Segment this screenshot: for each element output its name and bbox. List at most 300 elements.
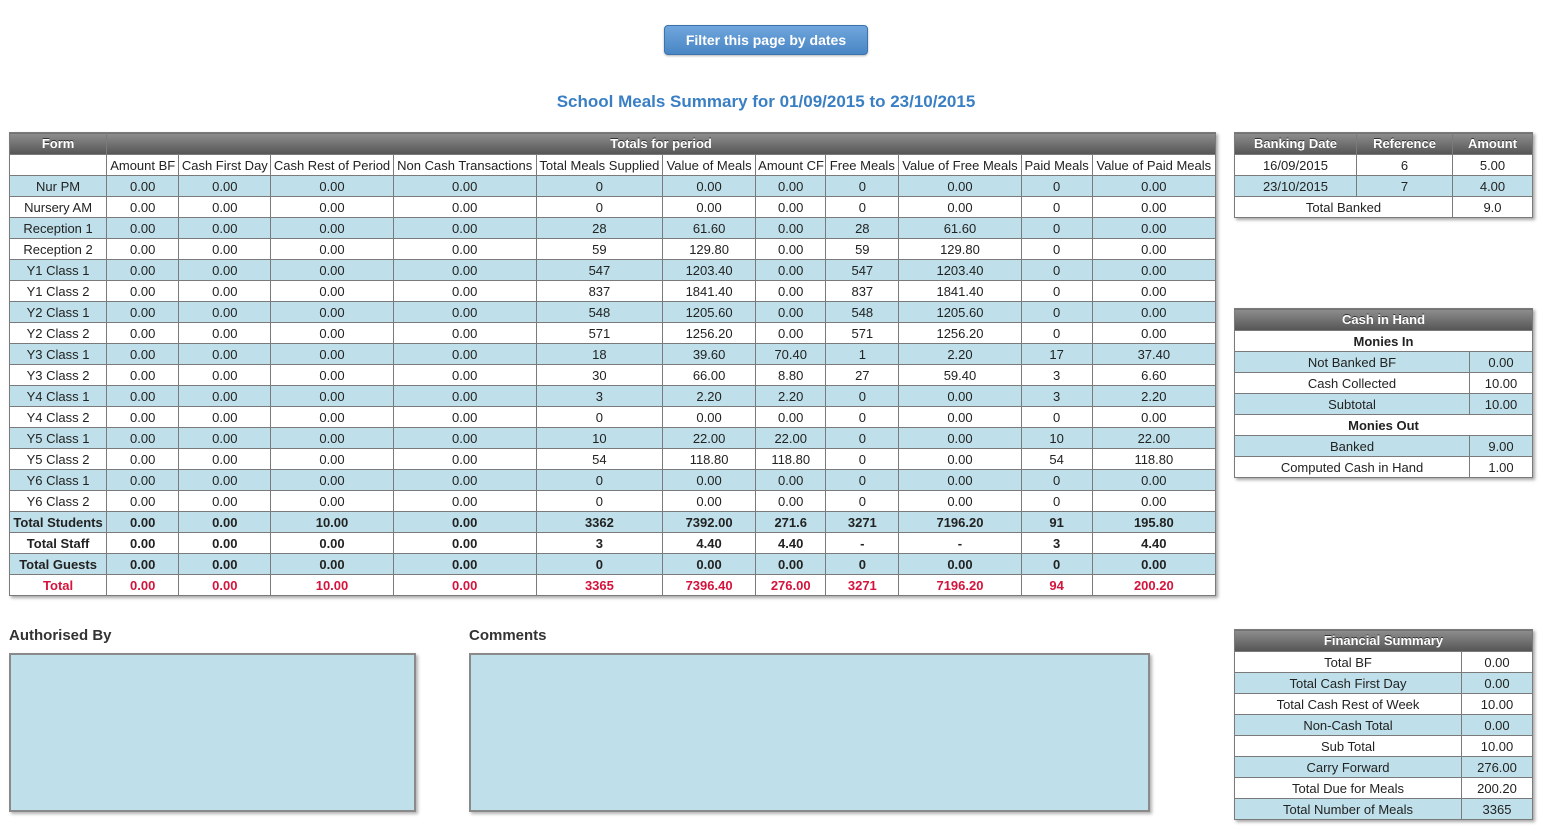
banking-amount: 5.00 xyxy=(1453,155,1533,176)
banking-date: 16/09/2015 xyxy=(1235,155,1357,176)
banking-row xyxy=(1235,176,1533,197)
table-cell: 54 xyxy=(1021,449,1092,470)
table-cell: 22.00 xyxy=(756,428,826,449)
form-name: Y6 Class 2 xyxy=(10,491,107,512)
table-cell: 39.60 xyxy=(663,344,756,365)
table-cell: 0 xyxy=(1021,302,1092,323)
table-cell: 0.00 xyxy=(899,176,1021,197)
table-row xyxy=(10,197,1216,218)
table-cell: 1203.40 xyxy=(663,260,756,281)
total-cell: 0.00 xyxy=(393,575,536,596)
table-row xyxy=(10,176,1216,197)
total-cell: 0.00 xyxy=(271,533,393,554)
table-cell: 0.00 xyxy=(271,218,393,239)
table-cell: 0.00 xyxy=(393,323,536,344)
row-label: Computed Cash in Hand xyxy=(1235,457,1470,478)
table-cell: 0.00 xyxy=(1092,218,1215,239)
total-banked-label: Total Banked xyxy=(1235,197,1453,218)
table-cell: 0 xyxy=(826,470,899,491)
row-value: 0.00 xyxy=(1462,652,1533,673)
table-cell: 0.00 xyxy=(393,365,536,386)
table-cell: 0.00 xyxy=(756,491,826,512)
row-value: 10.00 xyxy=(1462,694,1533,715)
table-cell: 0 xyxy=(1021,239,1092,260)
total-banked-row xyxy=(1235,197,1533,218)
row-value: 276.00 xyxy=(1462,757,1533,778)
table-cell: 59 xyxy=(826,239,899,260)
table-cell: 0.00 xyxy=(271,302,393,323)
column-header: Total Meals Supplied xyxy=(536,155,662,176)
table-row xyxy=(10,407,1216,428)
form-name: Nur PM xyxy=(10,176,107,197)
table-cell: 0 xyxy=(826,428,899,449)
table-cell: 0.00 xyxy=(271,176,393,197)
table-cell: 0.00 xyxy=(107,491,179,512)
table-cell: 8.80 xyxy=(756,365,826,386)
table-cell: 0.00 xyxy=(271,365,393,386)
table-row xyxy=(10,239,1216,260)
table-cell: 0 xyxy=(1021,470,1092,491)
form-name: Reception 2 xyxy=(10,239,107,260)
table-cell: 30 xyxy=(536,365,662,386)
table-row xyxy=(10,260,1216,281)
banking-date: 23/10/2015 xyxy=(1235,176,1357,197)
table-cell: 0 xyxy=(1021,281,1092,302)
table-cell: 0.00 xyxy=(393,302,536,323)
total-cell: 7196.20 xyxy=(899,512,1021,533)
page-title: School Meals Summary for 01/09/2015 to 23/10/2015 xyxy=(556,92,976,111)
column-header-row xyxy=(10,155,1216,176)
form-name: Reception 1 xyxy=(10,218,107,239)
table-cell: 0 xyxy=(826,176,899,197)
table-cell: 0.00 xyxy=(663,491,756,512)
table-cell: 0.00 xyxy=(179,344,271,365)
table-cell: 0.00 xyxy=(393,470,536,491)
column-header: Non Cash Transactions xyxy=(393,155,536,176)
total-cell: 0.00 xyxy=(756,554,826,575)
table-cell: 1205.60 xyxy=(663,302,756,323)
table-cell: 17 xyxy=(1021,344,1092,365)
total-cell: 3365 xyxy=(536,575,662,596)
table-cell: 0.00 xyxy=(179,302,271,323)
table-cell: 0.00 xyxy=(393,281,536,302)
reference-header: Reference xyxy=(1357,133,1453,155)
table-cell: 2.20 xyxy=(899,344,1021,365)
table-cell: 0.00 xyxy=(179,491,271,512)
total-cell: 0.00 xyxy=(179,575,271,596)
table-cell: 0 xyxy=(826,449,899,470)
table-cell: 0.00 xyxy=(271,407,393,428)
table-cell: 0.00 xyxy=(393,197,536,218)
total-label: Total Staff xyxy=(10,533,107,554)
table-cell: 0.00 xyxy=(1092,323,1215,344)
table-row xyxy=(10,218,1216,239)
table-cell: 1256.20 xyxy=(663,323,756,344)
table-cell: 0.00 xyxy=(179,176,271,197)
row-value: 0.00 xyxy=(1462,715,1533,736)
table-cell: 548 xyxy=(536,302,662,323)
total-cell: 0.00 xyxy=(899,554,1021,575)
table-cell: 0.00 xyxy=(1092,239,1215,260)
table-cell: 3 xyxy=(1021,386,1092,407)
table-cell: 0.00 xyxy=(1092,407,1215,428)
table-cell: 0.00 xyxy=(271,470,393,491)
table-cell: 0.00 xyxy=(1092,197,1215,218)
form-name: Y3 Class 2 xyxy=(10,365,107,386)
table-cell: 0.00 xyxy=(663,197,756,218)
table-cell: 0.00 xyxy=(107,281,179,302)
row-value: 0.00 xyxy=(1462,673,1533,694)
table-cell: 0 xyxy=(1021,218,1092,239)
table-cell: 0 xyxy=(1021,323,1092,344)
monies-in-label: Monies In xyxy=(1235,331,1533,352)
total-row xyxy=(10,554,1216,575)
table-row xyxy=(10,428,1216,449)
form-name: Y1 Class 1 xyxy=(10,260,107,281)
column-header-blank xyxy=(10,155,107,176)
table-cell: 27 xyxy=(826,365,899,386)
total-cell: 0 xyxy=(826,554,899,575)
table-cell: 1256.20 xyxy=(899,323,1021,344)
table-cell: 547 xyxy=(826,260,899,281)
column-header: Amount BF xyxy=(107,155,179,176)
financial-summary-row xyxy=(1235,673,1533,694)
banking-amount: 4.00 xyxy=(1453,176,1533,197)
total-cell: 0.00 xyxy=(271,554,393,575)
monies-in-row xyxy=(1235,352,1533,373)
form-name: Y5 Class 2 xyxy=(10,449,107,470)
row-label: Subtotal xyxy=(1235,394,1470,415)
total-row xyxy=(10,533,1216,554)
total-cell: 10.00 xyxy=(271,575,393,596)
table-cell: 0.00 xyxy=(756,470,826,491)
total-cell: 0.00 xyxy=(393,554,536,575)
table-cell: 0.00 xyxy=(393,407,536,428)
row-value: 9.00 xyxy=(1470,436,1533,457)
total-banked-value: 9.0 xyxy=(1453,197,1533,218)
column-header: Value of Free Meals xyxy=(899,155,1021,176)
total-cell: 4.40 xyxy=(756,533,826,554)
table-cell: 1 xyxy=(826,344,899,365)
table-cell: 0.00 xyxy=(663,470,756,491)
row-value: 200.20 xyxy=(1462,778,1533,799)
table-cell: 0 xyxy=(536,491,662,512)
table-cell: 0.00 xyxy=(756,218,826,239)
table-cell: 0 xyxy=(1021,407,1092,428)
total-cell: - xyxy=(826,533,899,554)
table-cell: 28 xyxy=(536,218,662,239)
monies-out-row xyxy=(1235,457,1533,478)
table-cell: 118.80 xyxy=(756,449,826,470)
table-row xyxy=(10,344,1216,365)
banking-reference: 7 xyxy=(1357,176,1453,197)
table-cell: 0.00 xyxy=(393,344,536,365)
total-cell: 10.00 xyxy=(271,512,393,533)
table-cell: 0.00 xyxy=(107,428,179,449)
form-name: Y1 Class 2 xyxy=(10,281,107,302)
total-cell: - xyxy=(899,533,1021,554)
table-cell: 0.00 xyxy=(107,407,179,428)
table-cell: 0.00 xyxy=(179,428,271,449)
total-cell: 7396.40 xyxy=(663,575,756,596)
table-cell: 0.00 xyxy=(271,260,393,281)
column-header: Cash Rest of Period xyxy=(271,155,393,176)
monies-out-row xyxy=(1235,436,1533,457)
column-header: Cash First Day xyxy=(179,155,271,176)
financial-summary-row xyxy=(1235,715,1533,736)
table-cell: 0.00 xyxy=(756,197,826,218)
total-cell: 0.00 xyxy=(179,533,271,554)
total-cell: 271.6 xyxy=(756,512,826,533)
row-label: Total Number of Meals xyxy=(1235,799,1462,820)
table-cell: 10 xyxy=(536,428,662,449)
table-cell: 22.00 xyxy=(1092,428,1215,449)
total-cell: 0.00 xyxy=(393,533,536,554)
total-cell: 0.00 xyxy=(179,512,271,533)
total-label: Total Guests xyxy=(10,554,107,575)
financial-summary-row xyxy=(1235,694,1533,715)
table-cell: 61.60 xyxy=(663,218,756,239)
row-label: Total BF xyxy=(1235,652,1462,673)
table-cell: 0.00 xyxy=(899,386,1021,407)
form-name: Y4 Class 1 xyxy=(10,386,107,407)
comments-field[interactable] xyxy=(469,653,1150,812)
table-cell: 837 xyxy=(536,281,662,302)
table-cell: 0.00 xyxy=(756,239,826,260)
table-cell: 0.00 xyxy=(179,239,271,260)
table-cell: 54 xyxy=(536,449,662,470)
financial-summary-table xyxy=(1234,629,1533,820)
monies-in-row xyxy=(1235,394,1533,415)
table-cell: 37.40 xyxy=(1092,344,1215,365)
row-value: 10.00 xyxy=(1462,736,1533,757)
row-label: Cash Collected xyxy=(1235,373,1470,394)
table-cell: 837 xyxy=(826,281,899,302)
table-row xyxy=(10,491,1216,512)
table-cell: 0.00 xyxy=(756,281,826,302)
table-cell: 548 xyxy=(826,302,899,323)
table-cell: 1205.60 xyxy=(899,302,1021,323)
table-cell: 0 xyxy=(536,470,662,491)
table-cell: 0.00 xyxy=(179,449,271,470)
table-cell: 0 xyxy=(1021,176,1092,197)
financial-summary-row xyxy=(1235,778,1533,799)
total-cell: 0.00 xyxy=(107,512,179,533)
row-value: 3365 xyxy=(1462,799,1533,820)
total-cell: 0.00 xyxy=(107,533,179,554)
table-cell: 0.00 xyxy=(271,344,393,365)
filter-by-dates-button[interactable]: Filter this page by dates xyxy=(664,25,868,55)
table-cell: 0.00 xyxy=(179,281,271,302)
table-cell: 0.00 xyxy=(107,323,179,344)
total-cell: 276.00 xyxy=(756,575,826,596)
total-cell: 0.00 xyxy=(179,554,271,575)
table-cell: 0 xyxy=(1021,197,1092,218)
total-cell: 195.80 xyxy=(1092,512,1215,533)
comments-label: Comments xyxy=(469,627,547,644)
table-cell: 0.00 xyxy=(107,176,179,197)
table-cell: 0.00 xyxy=(899,428,1021,449)
table-cell: 0.00 xyxy=(107,386,179,407)
total-cell: 7196.20 xyxy=(899,575,1021,596)
row-label: Sub Total xyxy=(1235,736,1462,757)
form-name: Y5 Class 1 xyxy=(10,428,107,449)
table-cell: 0.00 xyxy=(1092,281,1215,302)
table-row xyxy=(10,281,1216,302)
table-cell: 0.00 xyxy=(899,470,1021,491)
total-cell: 3 xyxy=(536,533,662,554)
cash-in-hand-table xyxy=(1234,308,1533,478)
table-cell: 0.00 xyxy=(756,407,826,428)
row-value: 1.00 xyxy=(1470,457,1533,478)
table-cell: 118.80 xyxy=(1092,449,1215,470)
table-cell: 28 xyxy=(826,218,899,239)
table-cell: 571 xyxy=(826,323,899,344)
table-cell: 0 xyxy=(536,176,662,197)
form-name: Y6 Class 1 xyxy=(10,470,107,491)
table-cell: 571 xyxy=(536,323,662,344)
table-cell: 0.00 xyxy=(271,386,393,407)
table-cell: 0 xyxy=(826,491,899,512)
column-header: Paid Meals xyxy=(1021,155,1092,176)
table-cell: 0.00 xyxy=(107,218,179,239)
total-cell: 94 xyxy=(1021,575,1092,596)
total-row xyxy=(10,512,1216,533)
monies-in-row xyxy=(1235,373,1533,394)
total-cell: 0 xyxy=(536,554,662,575)
total-cell: 3271 xyxy=(826,575,899,596)
total-label: Total Students xyxy=(10,512,107,533)
row-label: Carry Forward xyxy=(1235,757,1462,778)
total-cell: 3 xyxy=(1021,533,1092,554)
total-cell: 0.00 xyxy=(663,554,756,575)
authorised-by-field[interactable] xyxy=(9,653,416,812)
table-cell: 0.00 xyxy=(393,428,536,449)
table-cell: 129.80 xyxy=(663,239,756,260)
total-cell: 3362 xyxy=(536,512,662,533)
table-cell: 0.00 xyxy=(179,260,271,281)
form-name: Y2 Class 2 xyxy=(10,323,107,344)
table-cell: 0.00 xyxy=(107,344,179,365)
table-cell: 129.80 xyxy=(899,239,1021,260)
total-cell: 7392.00 xyxy=(663,512,756,533)
table-cell: 0.00 xyxy=(271,428,393,449)
banking-row xyxy=(1235,155,1533,176)
table-cell: 0.00 xyxy=(393,239,536,260)
table-cell: 0.00 xyxy=(271,239,393,260)
financial-summary-row xyxy=(1235,652,1533,673)
table-cell: 0.00 xyxy=(393,491,536,512)
table-cell: 0.00 xyxy=(107,449,179,470)
row-label: Total Due for Meals xyxy=(1235,778,1462,799)
financial-summary-row xyxy=(1235,757,1533,778)
table-cell: 1841.40 xyxy=(663,281,756,302)
table-cell: 59.40 xyxy=(899,365,1021,386)
table-cell: 0.00 xyxy=(899,449,1021,470)
row-label: Total Cash Rest of Week xyxy=(1235,694,1462,715)
table-cell: 0.00 xyxy=(271,323,393,344)
banking-date-header: Banking Date xyxy=(1235,133,1357,155)
total-cell: 91 xyxy=(1021,512,1092,533)
table-cell: 0.00 xyxy=(1092,302,1215,323)
table-cell: 1841.40 xyxy=(899,281,1021,302)
table-cell: 0.00 xyxy=(393,218,536,239)
table-cell: 118.80 xyxy=(663,449,756,470)
table-cell: 0.00 xyxy=(1092,470,1215,491)
total-cell: 4.40 xyxy=(1092,533,1215,554)
table-cell: 0.00 xyxy=(107,302,179,323)
total-cell: 0.00 xyxy=(107,554,179,575)
total-cell: 0.00 xyxy=(1092,554,1215,575)
table-cell: 0.00 xyxy=(179,323,271,344)
row-value: 10.00 xyxy=(1470,373,1533,394)
table-cell: 0.00 xyxy=(271,281,393,302)
table-cell: 0 xyxy=(826,407,899,428)
monies-out-label: Monies Out xyxy=(1235,415,1533,436)
table-cell: 2.20 xyxy=(663,386,756,407)
grand-total-row xyxy=(10,575,1216,596)
table-cell: 22.00 xyxy=(663,428,756,449)
table-cell: 0.00 xyxy=(756,260,826,281)
total-cell: 4.40 xyxy=(663,533,756,554)
form-name: Nursery AM xyxy=(10,197,107,218)
table-cell: 0 xyxy=(1021,491,1092,512)
amount-header: Amount xyxy=(1453,133,1533,155)
table-cell: 0.00 xyxy=(107,197,179,218)
table-cell: 0.00 xyxy=(756,302,826,323)
total-cell: 0.00 xyxy=(107,575,179,596)
table-cell: 3 xyxy=(536,386,662,407)
table-cell: 0.00 xyxy=(899,197,1021,218)
table-cell: 0.00 xyxy=(663,176,756,197)
form-name: Y2 Class 1 xyxy=(10,302,107,323)
table-cell: 0.00 xyxy=(393,386,536,407)
total-label: Total xyxy=(10,575,107,596)
meals-summary-table xyxy=(9,132,1216,596)
column-header: Free Meals xyxy=(826,155,899,176)
row-value: 10.00 xyxy=(1470,394,1533,415)
table-cell: 0.00 xyxy=(107,365,179,386)
table-cell: 0.00 xyxy=(756,323,826,344)
row-label: Not Banked BF xyxy=(1235,352,1470,373)
total-cell: 0.00 xyxy=(393,512,536,533)
cash-in-hand-header: Cash in Hand xyxy=(1235,309,1533,331)
table-cell: 0.00 xyxy=(393,449,536,470)
totals-for-period-header: Totals for period xyxy=(107,133,1216,155)
table-cell: 0.00 xyxy=(107,239,179,260)
column-header: Value of Meals xyxy=(663,155,756,176)
form-header: Form xyxy=(10,133,107,155)
table-row xyxy=(10,386,1216,407)
table-cell: 70.40 xyxy=(756,344,826,365)
table-cell: 0.00 xyxy=(663,407,756,428)
table-cell: 61.60 xyxy=(899,218,1021,239)
table-cell: 0.00 xyxy=(179,197,271,218)
table-cell: 0.00 xyxy=(393,176,536,197)
table-cell: 0.00 xyxy=(107,260,179,281)
table-cell: 0.00 xyxy=(899,491,1021,512)
table-cell: 0.00 xyxy=(179,386,271,407)
financial-summary-row xyxy=(1235,736,1533,757)
table-row xyxy=(10,470,1216,491)
table-cell: 0.00 xyxy=(899,407,1021,428)
column-header: Amount CF xyxy=(756,155,826,176)
banking-table xyxy=(1234,132,1533,218)
table-row xyxy=(10,323,1216,344)
table-cell: 0.00 xyxy=(1092,176,1215,197)
financial-summary-header: Financial Summary xyxy=(1235,630,1533,652)
table-cell: 0 xyxy=(826,197,899,218)
